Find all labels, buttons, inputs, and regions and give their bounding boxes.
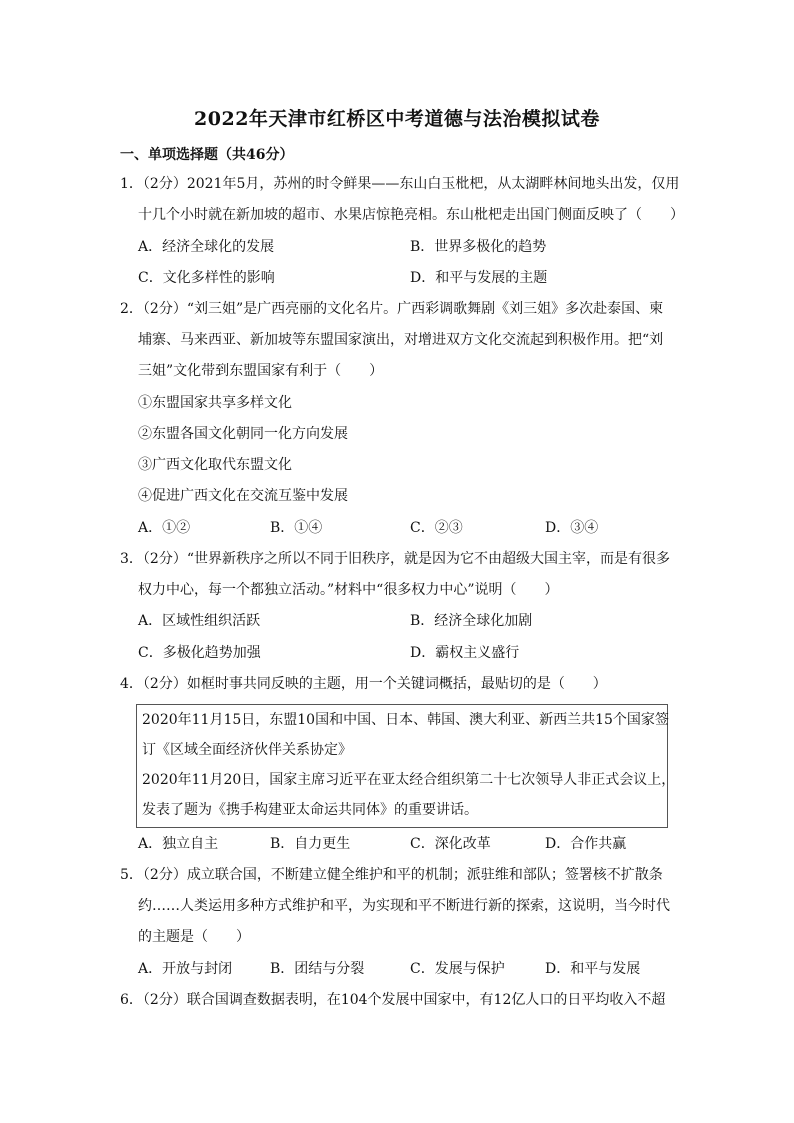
q3-option-b: B．经济全球化加剧 xyxy=(410,613,533,629)
q5-line-2: 约……人类运用多种方式维护和平，为实现和平不断进行新的探索，这说明，当今时代 xyxy=(138,898,670,914)
q2-statement-3: ③广西文化取代东盟文化 xyxy=(138,457,292,473)
q5-option-a: A．开放与封闭 xyxy=(138,961,233,977)
q1-option-c: C．文化多样性的影响 xyxy=(138,270,275,286)
q2-statement-2: ②东盟各国文化朝同一化方向发展 xyxy=(138,426,348,442)
q2-line-3: 三姐”文化带到东盟国家有利于（ ） xyxy=(138,363,384,379)
q2-option-b: B．①④ xyxy=(270,520,323,536)
q3-line-1: 3．（2分）“世界新秩序之所以不同于旧秩序，就是因为它不由超级大国主宰，而是有很多 xyxy=(120,551,670,567)
q3-option-a: A．区域性组织活跃 xyxy=(138,613,261,629)
q5-line-1: 5．（2分）成立联合国，不断建立健全维护和平的机制；派驻维和部队；签署核不扩散条 xyxy=(120,867,663,883)
q1-line-1: 1．（2分）2021年5月，苏州的时令鲜果——东山白玉枇杷，从太湖畔林间地头出发，仅用 xyxy=(120,176,680,192)
q4-box-line-2: 订《区域全面经济伙伴关系协定》 xyxy=(142,742,352,758)
q5-option-c: C．发展与保护 xyxy=(410,961,505,977)
q4-option-d: D．合作共赢 xyxy=(545,836,627,852)
q4-box-line-1: 2020年11月15日，东盟10国和中国、日本、韩国、澳大利亚、新西兰共15个国家签 xyxy=(142,712,669,728)
q5-line-3: 的主题是（ ） xyxy=(138,929,250,945)
q2-line-1: 2．（2分）“刘三姐”是广西亮丽的文化名片。广西彩调歌舞剧《刘三姐》多次赴泰国、柬 xyxy=(120,301,664,317)
q3-option-d: D．霸权主义盛行 xyxy=(410,645,520,661)
q5-option-b: B．团结与分裂 xyxy=(270,961,365,977)
q2-statement-4: ④促进广西文化在交流互鉴中发展 xyxy=(138,488,348,504)
q4-option-a: A．独立自主 xyxy=(138,836,219,852)
q5-option-d: D．和平与发展 xyxy=(545,961,641,977)
q1-line-2: 十几个小时就在新加坡的超市、水果店惊艳亮相。东山枇杷走出国门侧面反映了（ ） xyxy=(138,207,684,223)
q4-box-line-3: 2020年11月20日，国家主席习近平在亚太经合组织第二十七次领导人非正式会议上， xyxy=(142,772,676,788)
q4-option-c: C．深化改革 xyxy=(410,836,491,852)
q4-option-b: B．自力更生 xyxy=(270,836,351,852)
q3-line-2: 权力中心，每一个都独立活动。”材料中“很多权力中心”说明（ ） xyxy=(138,582,559,598)
q1-option-b: B．世界多极化的趋势 xyxy=(410,239,547,255)
q2-line-2: 埔寨、马来西亚、新加坡等东盟国家演出，对增进双方文化交流起到积极作用。把“刘 xyxy=(138,332,664,348)
section-heading: 一、单项选择题（共46分） xyxy=(120,147,294,163)
q6-line-1: 6．（2分）联合国调查数据表明，在104个发展中国家中，有12亿人口的日平均收入不超 xyxy=(120,992,666,1008)
q2-option-d: D．③④ xyxy=(545,520,599,536)
q4-box-line-4: 发表了题为《携手构建亚太命运共同体》的重要讲话。 xyxy=(142,802,478,818)
q2-option-a: A．①② xyxy=(138,520,191,536)
q2-statement-1: ①东盟国家共享多样文化 xyxy=(138,395,292,411)
q1-option-a: A．经济全球化的发展 xyxy=(138,239,275,255)
q4-line-1: 4．（2分）如框时事共同反映的主题，用一个关键词概括，最贴切的是（ ） xyxy=(120,676,607,692)
q3-option-c: C．多极化趋势加强 xyxy=(138,645,261,661)
q1-option-d: D．和平与发展的主题 xyxy=(410,270,548,286)
page-title: 2022年天津市红桥区中考道德与法治模拟试卷 xyxy=(194,108,600,130)
q2-option-c: C．②③ xyxy=(410,520,463,536)
